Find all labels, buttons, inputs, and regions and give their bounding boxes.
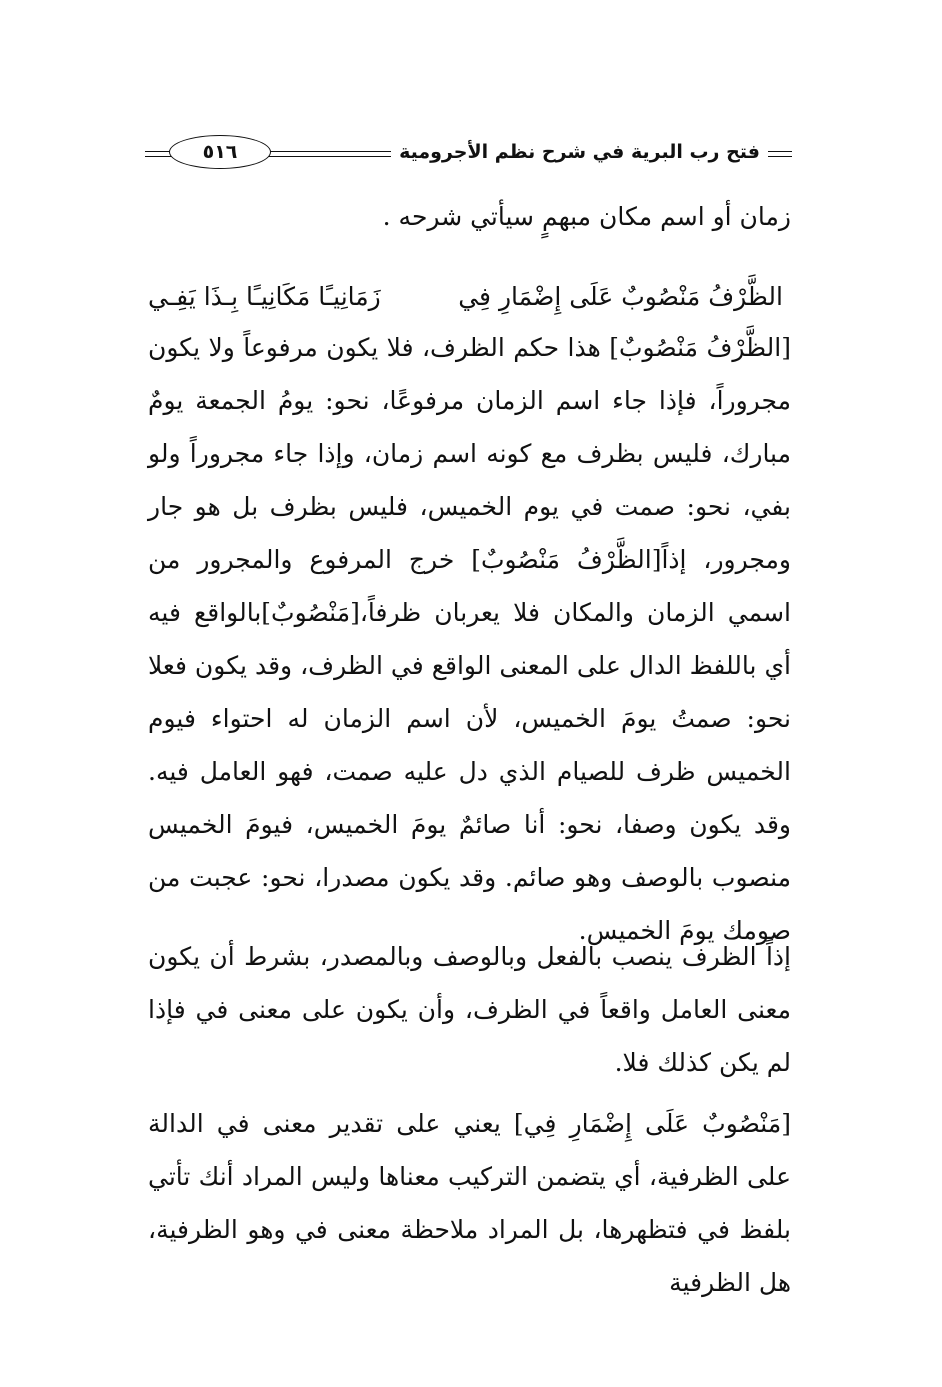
commentary-paragraph-2: إذاً الظرف ينصب بالفعل وبالوصف وبالمصدر، بشرط أن يكون معنى العامل واقعاً في الظرف، وأن يكون على معنى في فإذا لم يكن كذلك فلا. xyxy=(148,942,791,1077)
verse-line xyxy=(148,272,791,322)
commentary-paragraph-1: [الظَّرْفُ مَنْصُوبٌ] هذا حكم الظرف، فلا يكون مرفوعاً ولا يكون مجروراً، فإذا جاء اسم الزمان مرفوعًا، نحو: يومُ الجمعة يومٌ مبارك، فليس بظرف مع كونه اسم زمان، وإذا جاء مجروراً ولو بفي، نحو: صمت في يوم الخميس، فليس بظرف بل هو جار ومجرور، إذاً[الظَّرْفُ مَنْصُوبٌ] خرج المرفوع والمجرور من اسمي الزمان والمكان فلا يعربان ظرفاً،[مَنْصُوبٌ]بالواقع فيه أي باللفظ الدال على المعنى الواقع في الظرف، وقد يكون فعلا نحو: صمتُ يومَ الخميس، لأن اسم الزمان له احتواء فيوم الخميس ظرف للصيام الذي دل عليه صمت، فهو العامل فيه. وقد يكون وصفا، نحو: أنا صائمٌ يومَ الخميس، فيومَ الخميس منصوب بالوصف وهو صائم. وقد يكون مصدرا، نحو: عجبت من صومك يومَ الخميس. xyxy=(148,333,791,945)
book-title: فتح رب البرية في شرح نظم الأجرومية xyxy=(391,136,768,168)
running-header xyxy=(145,132,792,176)
intro-paragraph: زمان أو اسم مكان مبهمٍ سيأتي شرحه . xyxy=(382,202,791,231)
page-number: ٥١٦ xyxy=(169,135,271,169)
verse-second-hemistich: زَمَانِيـًا مَكَانِيـًا بِـذَا يَفِـي xyxy=(148,282,381,311)
verse-first-hemistich: الظَّرْفُ مَنْصُوبٌ عَلَى إِضْمَارِ فِي xyxy=(458,282,783,311)
commentary-paragraph-3: [مَنْصُوبٌ عَلَى إِضْمَارِ فِي] يعني على تقدير معنى في الدالة على الظرفية، أي يتضمن التركيب معناها وليس المراد أنك تأتي بلفظ في فتظهرها، بل المراد ملاحظة معنى في وهو الظرفية، هل الظرفية xyxy=(148,1109,791,1297)
